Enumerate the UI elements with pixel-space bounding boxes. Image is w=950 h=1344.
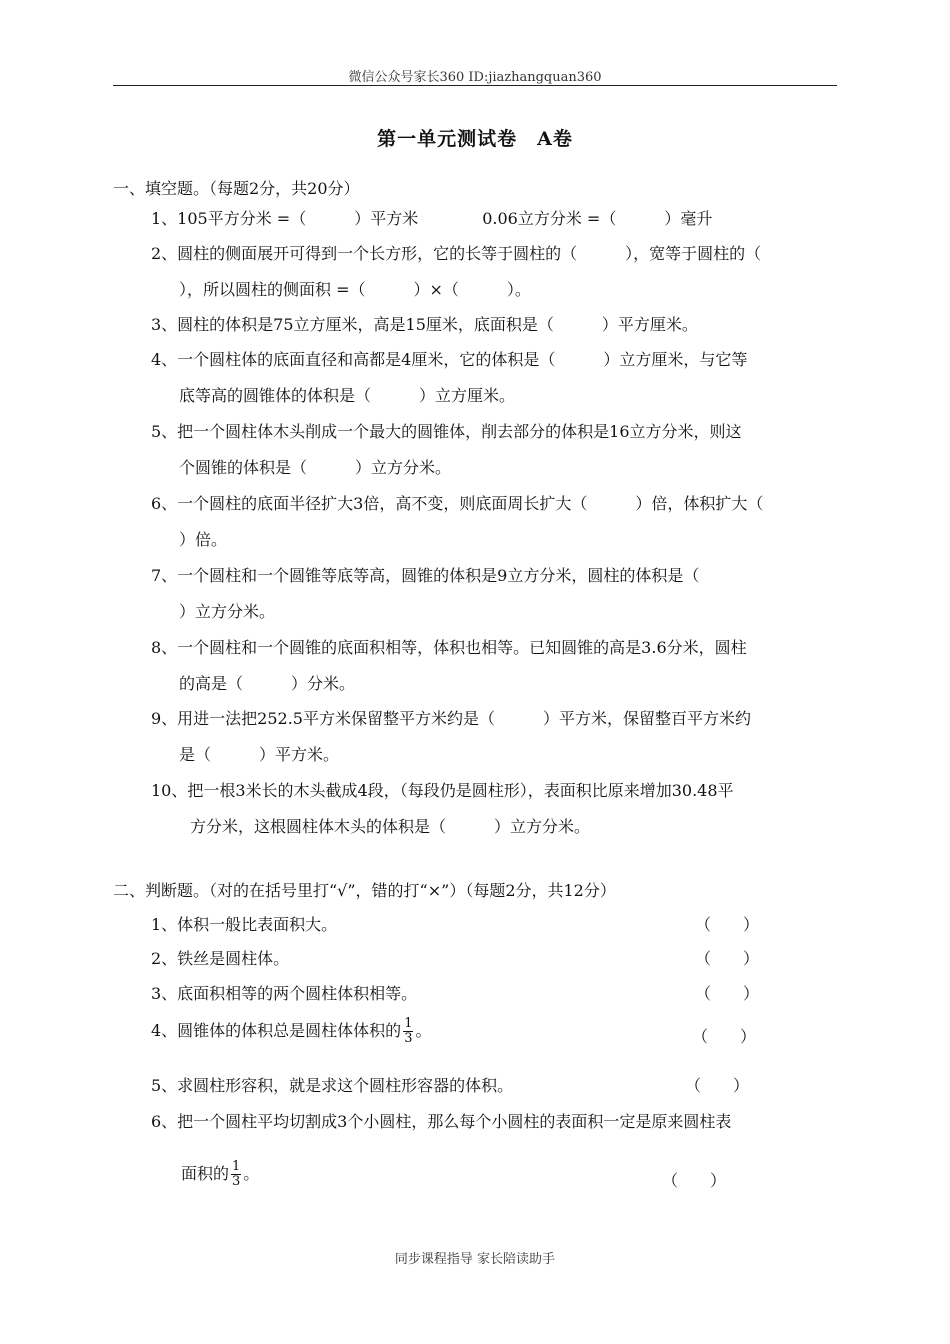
judge-question-6-line1: 6、把一个圆柱平均切割成3个小圆柱，那么每个小圆柱的表面积一定是原来圆柱表 (151, 1112, 732, 1131)
question-line: 10、把一根3米长的木头截成4段，（每段仍是圆柱形），表面积比原来增加30.48平 (151, 781, 734, 800)
question-fill-3 (151, 307, 841, 343)
question-fill-10 (151, 773, 841, 845)
question-text: 4、圆锥体的体积总是圆柱体体积的 (151, 1021, 402, 1040)
question-fill-5 (151, 414, 841, 486)
judge-question-1: 1、体积一般比表面积大。 (151, 915, 338, 934)
question-line: 5、把一个圆柱体木头削成一个最大的圆锥体，削去部分的体积是16立方分米，则这 (151, 422, 742, 441)
question-fill-8 (151, 630, 841, 702)
question-line: 的高是（ ）分米。 (179, 674, 356, 693)
question-line: ）立方分米。 (179, 602, 276, 621)
answer-paren[interactable]: （ ） (692, 1027, 757, 1046)
section1-heading: 一、填空题。（每题2分，共20分） (113, 179, 360, 198)
question-fill-1 (151, 201, 841, 237)
question-line: 4、一个圆柱体的底面直径和高都是4厘米，它的体积是（ ）立方厘米，与它等 (151, 350, 748, 369)
question-text: 。 (243, 1164, 260, 1183)
question-line: 9、用进一法把252.5平方米保留整平方米约是（ ）平方米，保留整百平方米约 (151, 709, 751, 728)
fraction-numerator: 1 (404, 1016, 413, 1031)
question-line: ）倍。 (179, 530, 228, 549)
fraction-denominator: 3 (232, 1174, 241, 1189)
question-line: 7、一个圆柱和一个圆锥等底等高，圆锥的体积是9立方分米，圆柱的体积是（ (151, 566, 700, 585)
question-text: 面积的 (181, 1164, 230, 1183)
judge-question-5: 5、求圆柱形容积，就是求这个圆柱形容器的体积。 (151, 1076, 514, 1095)
fraction-one-third (231, 1160, 241, 1189)
fraction-numerator: 1 (232, 1159, 241, 1174)
question-line: 底等高的圆锥体的体积是（ ）立方厘米。 (179, 386, 516, 405)
header-divider (113, 85, 837, 86)
question-line: 个圆锥的体积是（ ）立方分米。 (179, 458, 452, 477)
question-fill-9 (151, 701, 841, 773)
page-header: 微信公众号家长360 ID:jiazhangquan360 (348, 70, 602, 85)
question-line: 3、圆柱的体积是75立方厘米，高是15厘米，底面积是（ ）平方厘米。 (151, 315, 698, 334)
fraction-one-third (403, 1017, 413, 1046)
answer-paren[interactable]: （ ） (662, 1171, 727, 1190)
judge-question-2: 2、铁丝是圆柱体。 (151, 949, 290, 968)
answer-paren[interactable]: （ ） (695, 915, 760, 934)
answer-paren[interactable]: （ ） (695, 984, 760, 1003)
question-line: 6、一个圆柱的底面半径扩大3倍，高不变，则底面周长扩大（ ）倍，体积扩大（ (151, 494, 764, 513)
page-title: 第一单元测试卷 A卷 (377, 128, 573, 150)
judge-question-3: 3、底面积相等的两个圆柱体积相等。 (151, 984, 418, 1003)
question-line: 方分米，这根圆柱体木头的体积是（ ）立方分米。 (190, 817, 591, 836)
section2-heading: 二、判断题。（对的在括号里打“√”，错的打“×”）（每题2分，共12分） (113, 881, 616, 900)
page-footer: 同步课程指导 家长陪读助手 (394, 1252, 556, 1267)
question-line: 8、一个圆柱和一个圆锥的底面积相等，体积也相等。已知圆锥的高是3.6分米，圆柱 (151, 638, 747, 657)
judge-question-4 (151, 1017, 431, 1046)
question-fill-4 (151, 342, 841, 414)
question-fill-7 (151, 558, 841, 630)
fraction-denominator: 3 (404, 1031, 413, 1046)
question-line: 1、105平方分米 =（ ）平方米 0.06立方分米 =（ ）毫升 (151, 209, 713, 228)
answer-paren[interactable]: （ ） (695, 949, 760, 968)
question-line: 2、圆柱的侧面展开可得到一个长方形，它的长等于圆柱的（ ），宽等于圆柱的（ (151, 244, 762, 263)
question-text: 。 (415, 1021, 432, 1040)
question-fill-6 (151, 486, 841, 558)
question-line: ），所以圆柱的侧面积 =（ ）×（ ）。 (179, 280, 531, 299)
answer-paren[interactable]: （ ） (685, 1076, 750, 1095)
question-line: 是（ ）平方米。 (179, 745, 340, 764)
judge-question-6-line2 (181, 1160, 259, 1189)
question-fill-2 (151, 236, 841, 308)
